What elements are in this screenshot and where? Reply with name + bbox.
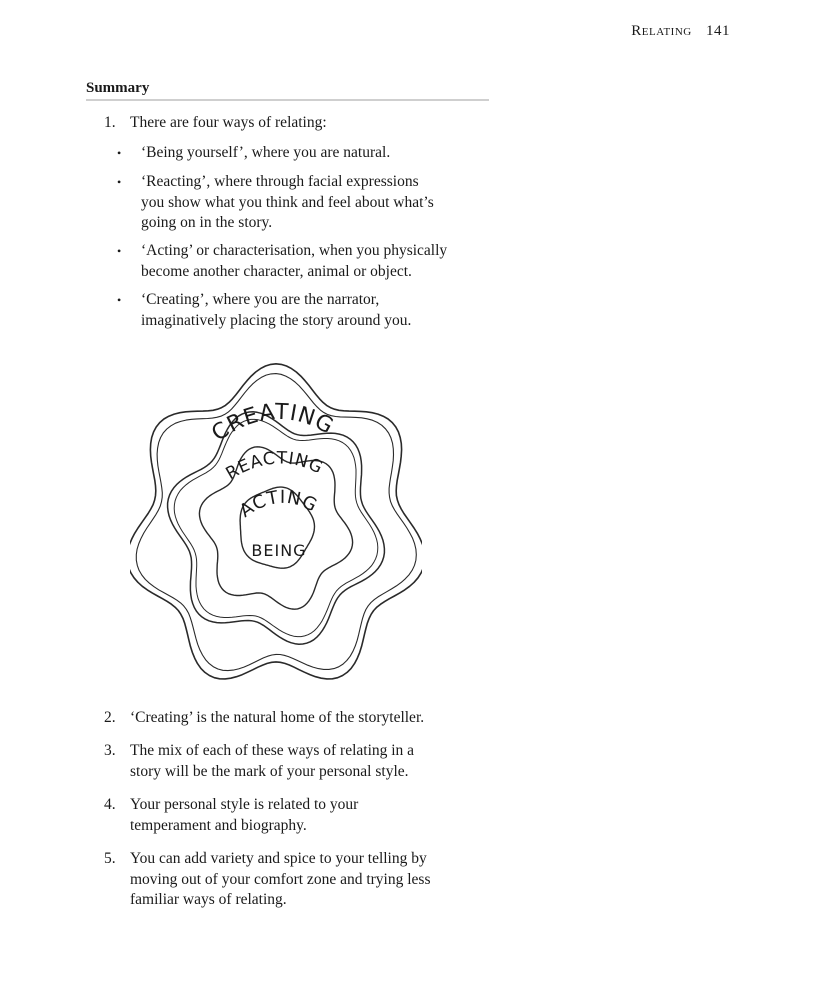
bullet-dot: • [117,244,122,258]
item-number: 3. [104,742,116,759]
ring-reacting [168,412,385,644]
bullet-line: ‘Creating’, where you are the narrator, [141,291,380,308]
bullet-line: you show what you think and feel about what’s [141,193,434,211]
bullet-line: ‘Being yourself’, where you are natural. [141,144,391,161]
ring-reacting-inner [174,419,378,636]
bullet-line: going on in the story. [141,214,273,231]
bullet-line: ‘Reacting’, where through facial expressions [141,173,419,190]
item-line: Your personal style is related to your [130,796,359,813]
item-number: 4. [104,796,116,813]
item-line: familiar ways of relating. [130,891,287,908]
label-creating: CREATING [207,399,338,447]
item-line: You can add variety and spice to your telling by [130,850,427,867]
label-reacting: REACTING [222,448,327,485]
item-line: The mix of each of these ways of relating in a [130,742,415,759]
item-number: 1. [104,114,116,131]
bullet-line: ‘Acting’ or characterisation, when you physically [141,242,448,259]
running-head [600,23,730,40]
bullet-dot: • [117,146,122,160]
item-line: temperament and biography. [130,816,307,834]
page-number: 141 [706,23,730,39]
relating-diagram [130,360,422,685]
item-line: ‘Creating’ is the natural home of the storyteller. [130,709,425,726]
bullet-dot: • [117,293,122,307]
item-line: story will be the mark of your personal style. [130,762,409,780]
ring-acting [199,447,352,609]
item-line: moving out of your comfort zone and trying less [130,870,431,888]
bullet-line: imaginatively placing the story around you. [141,311,412,329]
label-acting: ACTING [235,486,322,522]
item-number: 2. [104,709,116,726]
bullet-line: become another character, animal or object. [141,262,412,280]
section-title: Relating [631,23,692,39]
summary-heading: Summary [86,80,489,101]
item-number: 5. [104,850,116,867]
label-being: BEING [251,541,307,560]
bullet-dot: • [117,175,122,189]
item-text: There are four ways of relating: [130,114,327,131]
